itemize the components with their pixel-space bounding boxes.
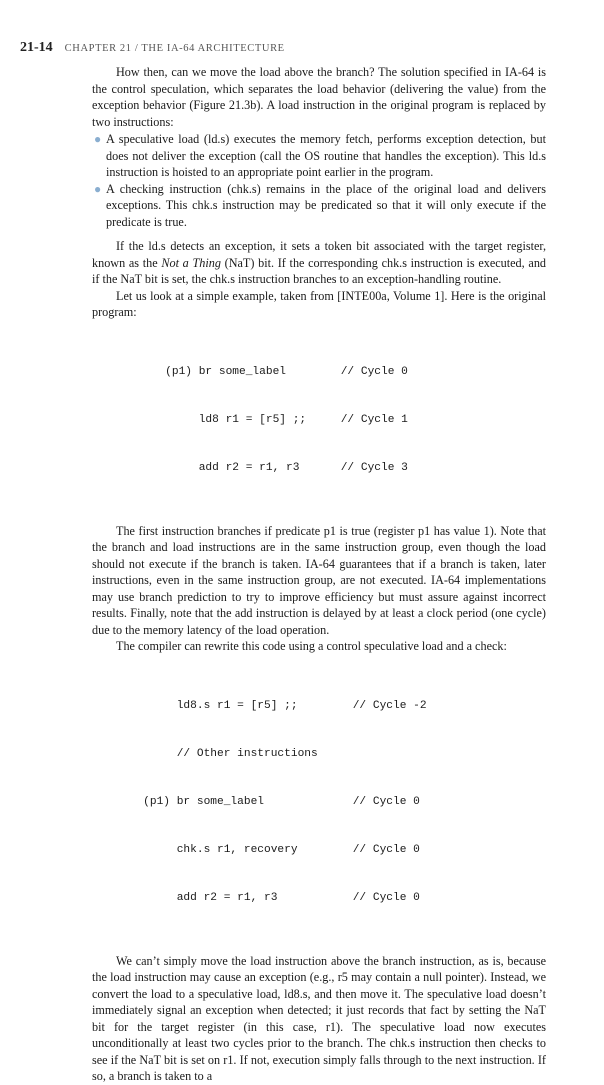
paragraph-speculative-load: We can’t simply move the load instruction above the branch instruction, as is, because the load instruction may cause an exception (e.g., r5 may contain a null pointer). Instead, we convert the load to a speculative load, ld8.s, and then move it. The speculative load doesn’t immediately signal an exception when detected; it just records that fact by setting the NaT bit for the target register (in this case, r1). The speculative load now executes unconditionally at least two cycles prior to the branch. The chk.s instruction then checks to see if the NaT bit is set on r1. If not, execution simply falls through to the next instruction. If so, a branch is taken to a (92, 953, 546, 1083)
spacer (92, 230, 546, 238)
spacer (92, 655, 546, 666)
instruction-list (92, 131, 546, 230)
code-block-speculative (136, 666, 546, 938)
bullet-icon: ● (94, 181, 102, 196)
code-line: chk.s r1, recovery // Cycle 0 (176, 843, 420, 856)
running-header (20, 38, 285, 56)
code-line: (p1) br some_label // Cycle 0 (165, 365, 408, 378)
page-number: 21-14 (20, 40, 53, 55)
paragraph-nat-bit: If the ld.s detects an exception, it sets a token bit associated with the target register, known as the Not a Thing (NaT) bit. If the corresponding chk.s instruction is executed, and if the NaT bit is set, the chk.s instruction branches to an exception-handling routine. (92, 239, 547, 286)
spacer (92, 321, 546, 332)
paragraph-rewrite-intro: The compiler can rewrite this code using a control speculative load and a check: (116, 639, 507, 653)
page-body (92, 64, 546, 1085)
bullet-icon: ● (94, 132, 102, 146)
code-line: ld8.s r1 = [r5] ;; // Cycle -2 (176, 699, 427, 712)
code-line: add r2 = r1, r3 // Cycle 0 (176, 891, 420, 904)
spacer (92, 938, 546, 953)
code-line: // Other instructions (176, 747, 318, 760)
code-line: ld8 r1 = [r5] ;; // Cycle 1 (198, 413, 408, 426)
code-line: (p1) br some_label // Cycle 0 (143, 795, 420, 808)
list-item (92, 181, 546, 231)
list-item (92, 131, 546, 181)
spacer (92, 508, 546, 523)
code-block-original (158, 332, 546, 508)
paragraph-control-speculation: How then, can we move the load above the branch? The solution specified in IA-64 is the control speculation, which separates the load behavior (delivering the value) from the exception behavior (Figure 21.3b). A load instruction in the original program is replaced by two instructions: (92, 65, 546, 129)
code-line: add r2 = r1, r3 // Cycle 3 (198, 461, 408, 474)
paragraph-example-intro: Let us look at a simple example, taken from [INTE00a, Volume 1]. Here is the original program: (92, 288, 546, 319)
bullet-text: A speculative load (ld.s) executes the memory fetch, performs exception detection, but does not deliver the exception (call the OS routine that handles the exception). This ld.s instruction is hoisted to an appropriate point earlier in the program. (106, 132, 546, 179)
bullet-text: A checking instruction (chk.s) remains in the place of the original load and delivers exceptions. This chk.s instruction may be predicated so that it will only execute if the predicate is true. (106, 181, 546, 229)
paragraph-branch-explanation: The first instruction branches if predicate p1 is true (register p1 has value 1). Note that the branch and load instructions are in the same instruction group, even though the load should not execute if the branch is taken. IA-64 guarantees that if a branch is taken, later instructions, even in the same instruction group, are not executed. IA-64 implementations may use branch prediction to try to improve efficiency but must assure against incorrect results. Finally, note that the add instruction is delayed by at least a clock period (one cycle) due to the memory latency of the load operation. (92, 523, 546, 637)
chapter-title: CHAPTER 21 / THE IA-64 ARCHITECTURE (64, 43, 285, 54)
emphasis-not-a-thing: Not a Thing (161, 255, 221, 270)
